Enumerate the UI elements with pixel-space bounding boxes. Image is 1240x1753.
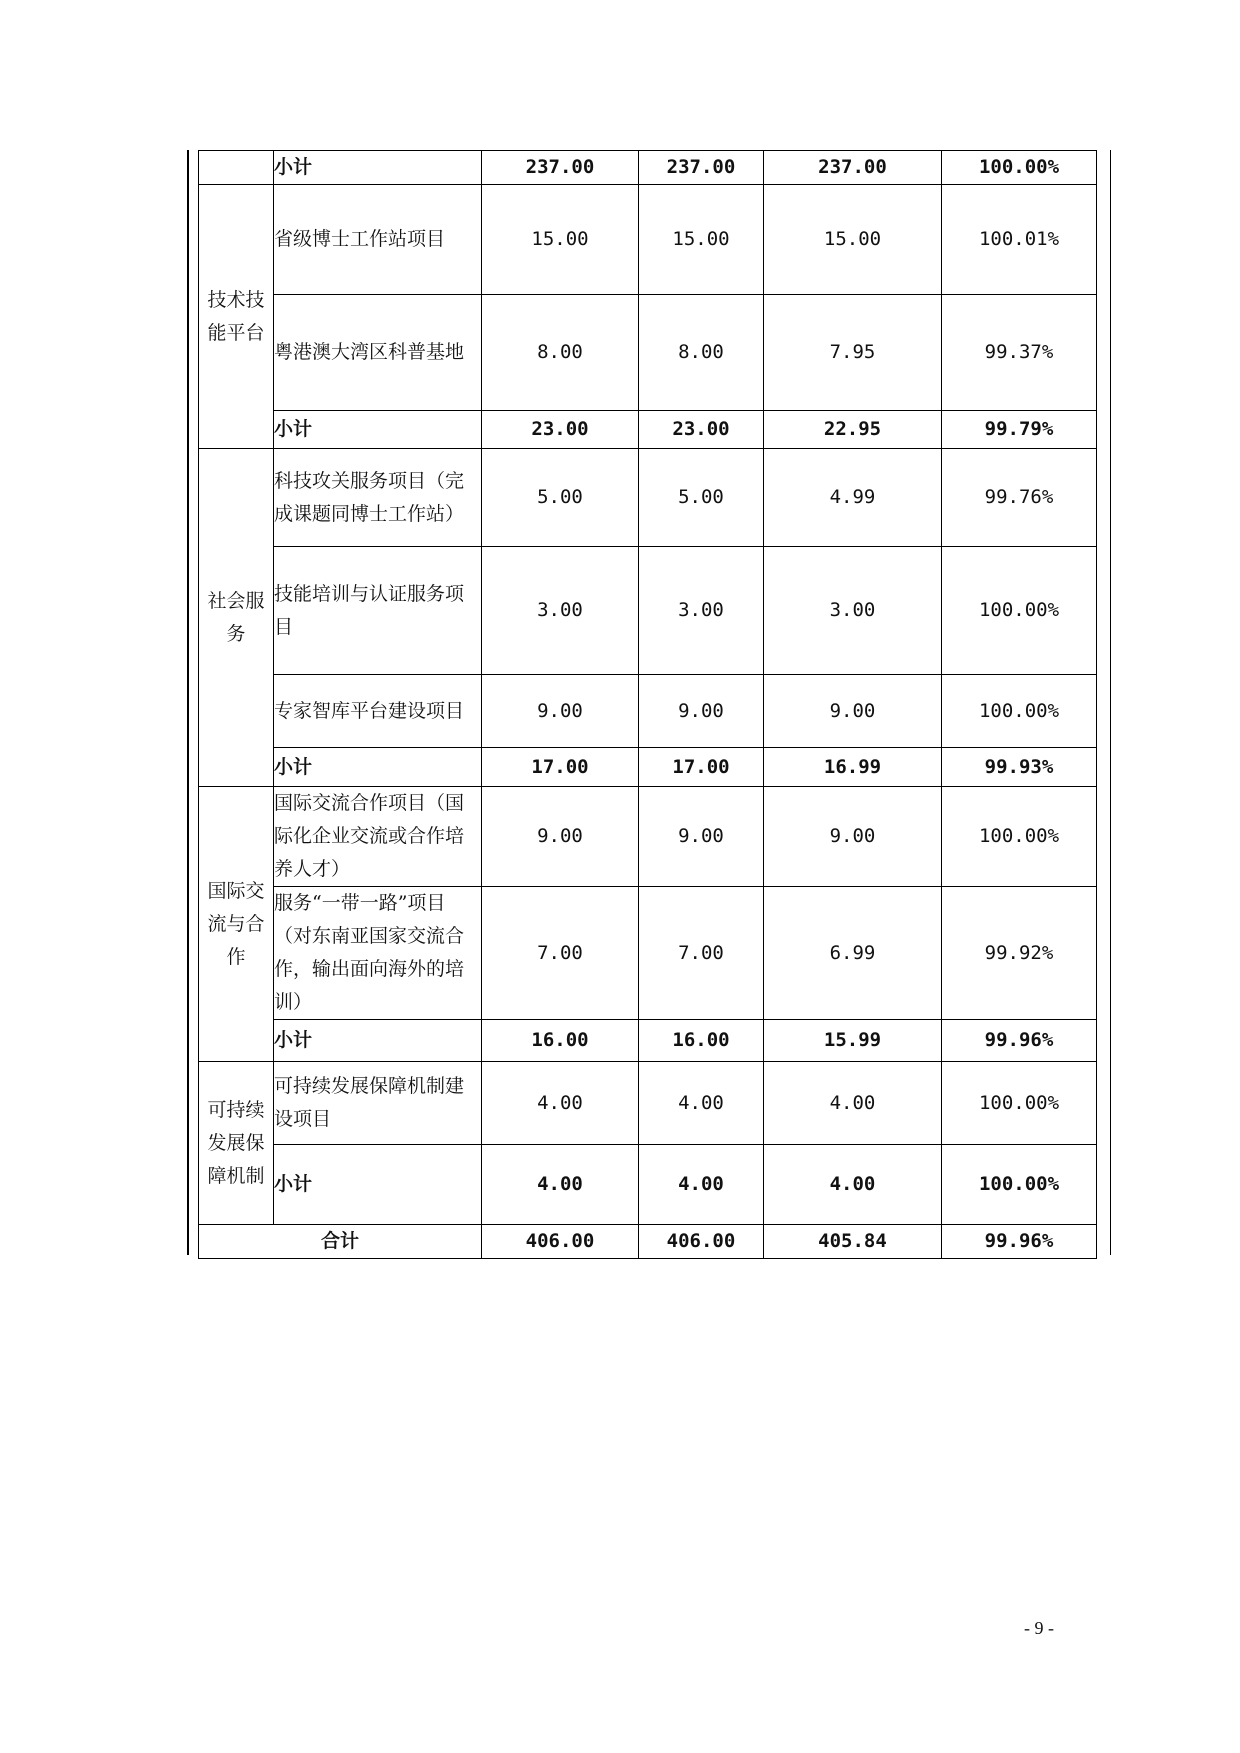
budget-cell: 7.00 — [482, 887, 639, 1020]
item-name: 服务“一带一路”项目（对东南亚国家交流合作，输出面向海外的培训） — [274, 887, 482, 1020]
spent-cell: 16.99 — [764, 748, 942, 787]
spent-cell: 15.99 — [764, 1020, 942, 1062]
budget-cell: 15.00 — [482, 185, 639, 295]
category-cell: 技术技能平台 — [199, 185, 274, 449]
budget-cell: 4.00 — [482, 1145, 639, 1225]
budget-cell: 23.00 — [482, 411, 639, 449]
table-row — [199, 787, 1097, 887]
subtotal-row — [199, 411, 1097, 449]
category-cell: 社会服务 — [199, 449, 274, 787]
allocated-cell: 16.00 — [639, 1020, 764, 1062]
category-cell: 国际交流与合作 — [199, 787, 274, 1062]
item-name: 粤港澳大湾区科普基地 — [274, 295, 482, 411]
subtotal-row — [199, 1145, 1097, 1225]
category-cell: 可持续发展保障机制 — [199, 1062, 274, 1225]
subtotal-label: 小计 — [274, 411, 482, 449]
allocated-cell: 17.00 — [639, 748, 764, 787]
spent-cell: 3.00 — [764, 547, 942, 675]
rate-cell: 99.37% — [942, 295, 1097, 411]
rate-cell: 99.79% — [942, 411, 1097, 449]
rate-cell: 100.01% — [942, 185, 1097, 295]
total-row — [199, 1225, 1097, 1259]
allocated-cell: 237.00 — [639, 151, 764, 185]
budget-cell: 16.00 — [482, 1020, 639, 1062]
budget-cell: 406.00 — [482, 1225, 639, 1259]
spent-cell: 22.95 — [764, 411, 942, 449]
allocated-cell: 8.00 — [639, 295, 764, 411]
subtotal-row — [199, 748, 1097, 787]
page-number: - 9 - — [1024, 1618, 1054, 1638]
category-cell-empty — [199, 151, 274, 185]
rate-cell: 99.96% — [942, 1020, 1097, 1062]
allocated-cell: 15.00 — [639, 185, 764, 295]
spent-cell: 237.00 — [764, 151, 942, 185]
table-row — [199, 1062, 1097, 1145]
budget-cell: 9.00 — [482, 787, 639, 887]
item-name: 省级博士工作站项目 — [274, 185, 482, 295]
item-name: 可持续发展保障机制建设项目 — [274, 1062, 482, 1145]
subtotal-label: 小计 — [274, 151, 482, 185]
allocated-cell: 406.00 — [639, 1225, 764, 1259]
table-row — [199, 185, 1097, 295]
allocated-cell: 9.00 — [639, 675, 764, 748]
spent-cell: 4.00 — [764, 1145, 942, 1225]
item-name: 技能培训与认证服务项目 — [274, 547, 482, 675]
rate-cell: 100.00% — [942, 787, 1097, 887]
budget-cell: 4.00 — [482, 1062, 639, 1145]
budget-table — [198, 150, 1097, 1259]
table-row — [199, 449, 1097, 547]
subtotal-label: 小计 — [274, 1020, 482, 1062]
spent-cell: 4.00 — [764, 1062, 942, 1145]
item-name: 国际交流合作项目（国际化企业交流或合作培养人才） — [274, 787, 482, 887]
allocated-cell: 3.00 — [639, 547, 764, 675]
budget-cell: 17.00 — [482, 748, 639, 787]
total-label: 合计 — [199, 1225, 482, 1259]
spent-cell: 9.00 — [764, 787, 942, 887]
allocated-cell: 4.00 — [639, 1062, 764, 1145]
subtotal-label: 小计 — [274, 1145, 482, 1225]
spent-cell: 405.84 — [764, 1225, 942, 1259]
budget-cell: 8.00 — [482, 295, 639, 411]
allocated-cell: 5.00 — [639, 449, 764, 547]
rate-cell: 100.00% — [942, 1145, 1097, 1225]
allocated-cell: 7.00 — [639, 887, 764, 1020]
item-name: 专家智库平台建设项目 — [274, 675, 482, 748]
budget-cell: 5.00 — [482, 449, 639, 547]
spent-cell: 7.95 — [764, 295, 942, 411]
rate-cell: 100.00% — [942, 151, 1097, 185]
rate-cell: 99.96% — [942, 1225, 1097, 1259]
rate-cell: 100.00% — [942, 675, 1097, 748]
table-row — [199, 547, 1097, 675]
table-row — [199, 295, 1097, 411]
rate-cell: 99.76% — [942, 449, 1097, 547]
allocated-cell: 9.00 — [639, 787, 764, 887]
spent-cell: 6.99 — [764, 887, 942, 1020]
rate-cell: 99.93% — [942, 748, 1097, 787]
table-row — [199, 887, 1097, 1020]
subtotal-label: 小计 — [274, 748, 482, 787]
spent-cell: 9.00 — [764, 675, 942, 748]
subtotal-row — [199, 151, 1097, 185]
item-name: 科技攻关服务项目（完成课题同博士工作站） — [274, 449, 482, 547]
budget-cell: 237.00 — [482, 151, 639, 185]
rate-cell: 100.00% — [942, 547, 1097, 675]
rate-cell: 100.00% — [942, 1062, 1097, 1145]
budget-cell: 9.00 — [482, 675, 639, 748]
allocated-cell: 4.00 — [639, 1145, 764, 1225]
spent-cell: 4.99 — [764, 449, 942, 547]
rate-cell: 99.92% — [942, 887, 1097, 1020]
spent-cell: 15.00 — [764, 185, 942, 295]
allocated-cell: 23.00 — [639, 411, 764, 449]
budget-cell: 3.00 — [482, 547, 639, 675]
subtotal-row — [199, 1020, 1097, 1062]
table-row — [199, 675, 1097, 748]
